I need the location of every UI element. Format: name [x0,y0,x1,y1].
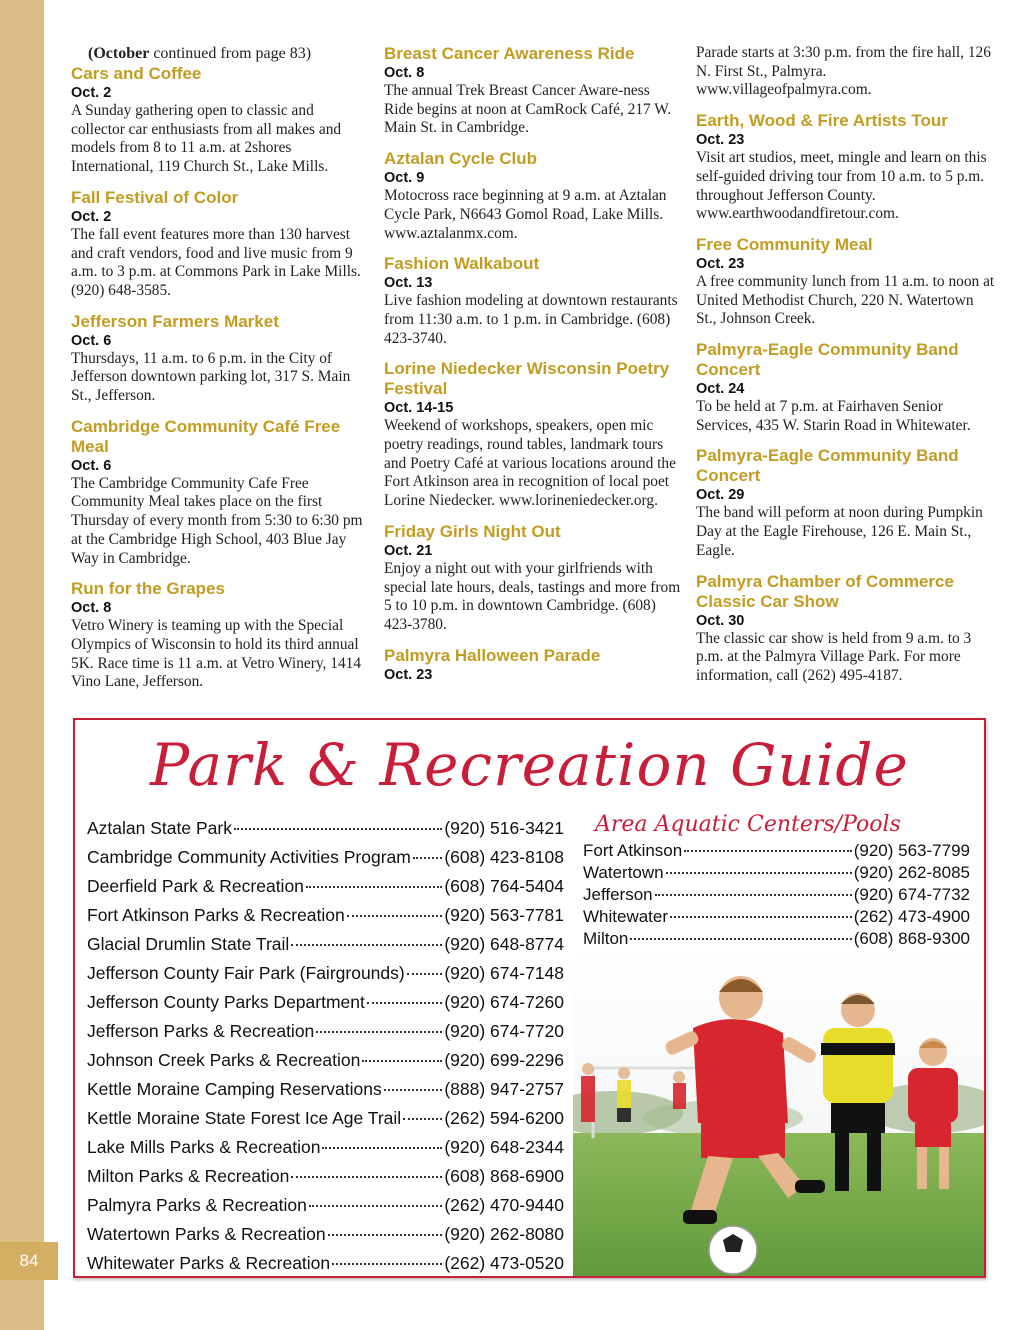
event-title: Palmyra Chamber of Commerce Classic Car Show [696,571,954,611]
pool-name: Jefferson [583,885,653,904]
directory-row [87,1224,564,1253]
directory-phone: (920) 516-3421 [444,818,564,838]
directory-phone: (920) 674-7260 [444,992,564,1012]
leader-dots [316,1031,442,1033]
event-date: Oct. 23 [696,255,745,272]
leader-dots [666,872,852,874]
directory-name: Johnson Creek Parks & Recreation [87,1050,361,1070]
continued-text: continued from page 83) [149,45,312,62]
event-item [696,340,996,435]
directory-name: Glacial Drumlin State Trail [87,934,290,954]
directory-row [87,1137,564,1166]
event-title: Cars and Coffee [71,64,202,83]
events-column-2 [384,44,682,695]
leader-dots [322,1147,442,1149]
directory-phone: (608) 423-8108 [444,847,564,867]
pool-directory [583,841,970,951]
pool-name: Milton [583,929,629,948]
pool-row [583,885,970,907]
continued-month: (October [88,45,150,62]
event-description: Vetro Winery is teaming up with the Special Olympics of Wisconsin to hold its third annual 5K. Race time is 11 a.m. at Vetro Winery, 1414 Vino Lane, Jefferson. [71,617,362,691]
leader-dots [291,1176,442,1178]
leader-dots [655,894,852,896]
directory-phone: (920) 699-2296 [444,1050,564,1070]
directory-phone: (920) 648-8774 [444,934,564,954]
event-title: Palmyra-Eagle Community Band Concert [696,446,959,486]
leader-dots [347,915,443,917]
leader-dots [367,1002,442,1004]
events-column-1 [71,44,369,703]
event-date: Oct. 23 [696,132,745,149]
left-margin-strip [0,0,44,1330]
directory-phone: (920) 648-2344 [444,1137,564,1157]
event-item [384,359,682,511]
event-date: Oct. 6 [71,332,112,349]
event-item [696,446,996,560]
event-date: Oct. 24 [696,381,745,398]
event-title: Friday Girls Night Out [384,521,561,541]
directory-phone: (262) 594-6200 [444,1108,564,1128]
directory-row [87,1253,564,1278]
event-date: Oct. 2 [71,85,112,101]
guide-title: Park & Recreation Guide [150,731,909,799]
pool-row [583,841,970,863]
pool-name: Watertown [583,863,664,882]
leader-dots [384,1089,443,1091]
event-item [384,254,682,348]
directory-name: Aztalan State Park [87,818,232,838]
directory-row [87,963,564,992]
event-description: The classic car show is held from 9 a.m. to 3 p.m. at the Palmyra Village Park. For more information, call (262) 495-4187. [696,629,972,684]
event-description: The band will peform at noon during Pumpkin Day at the Eagle Firehouse, 126 E. Main St., Eagle. [696,504,983,559]
leader-dots [670,916,852,918]
event-date: Oct. 13 [384,275,433,292]
event-item [71,312,369,406]
directory-phone: (608) 764-5404 [444,876,564,896]
directory-name: Kettle Moraine State Forest Ice Age Trail [87,1108,402,1128]
directory-phone: (920) 674-7148 [444,963,564,983]
event-date: Oct. 30 [696,612,745,629]
event-description: A free community lunch from 11 a.m. to noon at United Methodist Church, 220 N. Watertown St., Johnson Creek. [696,272,995,328]
event-title: Jefferson Farmers Market [71,311,279,331]
event-item [384,149,682,243]
event-title: Palmyra-Eagle Community Band Concert [696,340,959,380]
directory-name: Jefferson County Fair Park (Fairgrounds) [87,963,405,983]
park-recreation-guide [73,718,986,1278]
event-date: Oct. 14-15 [384,400,454,417]
directory-name: Whitewater Parks & Recreation [87,1253,331,1273]
directory-phone: (262) 470-9440 [444,1195,564,1215]
event-item [696,572,996,686]
directory-name: Watertown Parks & Recreation [87,1224,326,1244]
directory-phone: (920) 674-7720 [444,1021,564,1041]
directory-name: Palmyra Parks & Recreation [87,1195,307,1215]
event-title: Run for the Grapes [71,579,225,599]
leader-dots [234,828,442,830]
event-title: Lorine Niedecker Wisconsin Poetry Festival [384,359,670,399]
event-description: Live fashion modeling at downtown restaurants from 11:30 a.m. to 1 p.m. in Cambridge. (608) 423-3740. [384,292,678,347]
directory-name: Lake Mills Parks & Recreation [87,1137,321,1157]
directory-row [87,905,564,934]
event-description: Visit art studios, meet, mingle and learn on this self-guided driving tour from 10 a.m. to 5 p.m. throughout Jefferson County. www.earthwoodandfiretour.com. [696,149,987,223]
event-description: Weekend of workshops, speakers, open mic poetry readings, round tables, landmark tours and Poetry Café at various locations around the Fort Atkinson area in recognition of local poet Lorine Niedecker. www.lorineniedecker.org. [384,417,676,510]
directory-row [87,934,564,963]
event-item [696,235,996,329]
event-description: Motocross race beginning at 9 a.m. at Aztalan Cycle Park, N6643 Gomol Road, Lake Mills. www.aztalanmx.com. [384,187,667,242]
pool-name: Whitewater [583,907,669,926]
leader-dots [403,1118,442,1120]
pool-row [583,907,970,929]
event-item [71,579,369,692]
directory-row [87,1079,564,1108]
event-date: Oct. 29 [696,487,745,504]
event-date: Oct. 6 [71,457,112,474]
leader-dots [291,944,442,946]
event-title: Cambridge Community Café Free Meal [71,416,341,456]
directory-name: Jefferson County Parks Department [87,992,365,1012]
event-date: Oct. 21 [384,542,433,559]
aquatic-centers-title: Area Aquatic Centers/Pools [595,812,901,837]
directory-phone: (608) 868-6900 [444,1166,564,1186]
continued-note [71,44,369,63]
pool-phone: (920) 262-8085 [853,863,970,882]
directory-phone: (920) 563-7781 [444,905,564,925]
event-description: Thursdays, 11 a.m. to 6 p.m. in the City of Jefferson downtown parking lot, 317 S. Main St., Jefferson. [71,349,351,405]
event-title: Palmyra Halloween Parade [384,645,601,665]
event-description: The fall event features more than 130 harvest and craft vendors, food and live music from 9 a.m. to 3 p.m. at Commons Park in Lake Mills. (920) 648-3585. [71,225,361,299]
event-title: Earth, Wood & Fire Artists Tour [696,111,948,131]
event-title: Fashion Walkabout [384,254,540,274]
pool-phone: (920) 674-7732 [853,885,970,904]
directory-row [87,1166,564,1195]
event-date: Oct. 8 [384,65,425,81]
directory-row [87,1050,564,1079]
event-item [71,417,369,569]
events-column-3 [696,44,996,697]
directory-name: Deerfield Park & Recreation [87,876,304,896]
event-description: Enjoy a night out with your girlfriends with special late hours, deals, tastings and more from 5 to 10 p.m. in downtown Cambridge. (608) 423-3780. [384,559,681,633]
event-item [384,44,682,138]
pool-phone: (920) 563-7799 [853,841,970,860]
event-date: Oct. 23 [384,666,433,683]
event-description: A Sunday gathering open to classic and collector car enthusiasts from all makes and models from 8 to 11 a.m. at 2shores International, 119 Church St., Lake Mills. [71,102,342,176]
page-number: 84 [0,1242,58,1280]
directory-row [87,992,564,1021]
directory-phone: (888) 947-2757 [444,1079,564,1099]
event-date: Oct. 2 [71,208,112,225]
directory-phone: (262) 473-0520 [444,1253,564,1273]
directory-name: Fort Atkinson Parks & Recreation [87,905,345,925]
event-item [384,522,682,635]
directory-row [87,1108,564,1137]
leader-dots [684,850,852,852]
leader-dots [407,973,443,975]
directory-name: Cambridge Community Activities Program [87,847,411,867]
event-item [71,188,369,301]
event-description: The Cambridge Community Cafe Free Community Meal takes place on the first Thursday of every month from 5:30 to 6:30 pm at the Cambridge High School, 403 Blue Jay Way in Cambridge. [71,474,363,567]
pool-row [583,863,970,885]
leader-dots [362,1060,442,1062]
directory-phone: (920) 262-8080 [444,1224,564,1244]
event-description: To be held at 7 p.m. at Fairhaven Senior Services, 435 W. Starin Road in Whitewater. [696,398,971,434]
directory-row [87,818,564,847]
park-directory [87,818,564,1278]
event-description: The annual Trek Breast Cancer Aware-ness Ride begins at noon at CamRock Café, 217 W. Main St. in Cambridge. [384,82,672,137]
leader-dots [413,857,442,859]
directory-row [87,876,564,905]
pool-phone: (262) 473-4900 [853,907,970,926]
directory-name: Milton Parks & Recreation [87,1166,290,1186]
leader-dots [332,1263,442,1265]
leader-dots [306,886,442,888]
soccer-players-photo [573,948,986,1278]
parade-details: Parade starts at 3:30 p.m. from the fire hall, 126 N. First St., Palmyra. www.villageofpalmyra.com. [696,44,991,99]
pool-name: Fort Atkinson [583,841,683,860]
directory-name: Jefferson Parks & Recreation [87,1021,315,1041]
leader-dots [630,938,851,940]
event-date: Oct. 9 [384,170,425,187]
event-title: Aztalan Cycle Club [384,149,538,169]
event-title: Fall Festival of Color [71,187,239,207]
event-item [696,111,996,224]
soccer-photo-illustration [573,948,986,1278]
event-item [384,646,682,684]
event-title: Breast Cancer Awareness Ride [384,44,635,63]
directory-row [87,1195,564,1224]
event-date: Oct. 8 [71,600,112,617]
leader-dots [309,1205,443,1207]
event-item [71,64,369,177]
directory-name: Kettle Moraine Camping Reservations [87,1079,382,1099]
leader-dots [328,1234,443,1236]
directory-row [87,847,564,876]
event-title: Free Community Meal [696,234,873,254]
directory-row [87,1021,564,1050]
pool-phone: (608) 868-9300 [853,929,970,948]
